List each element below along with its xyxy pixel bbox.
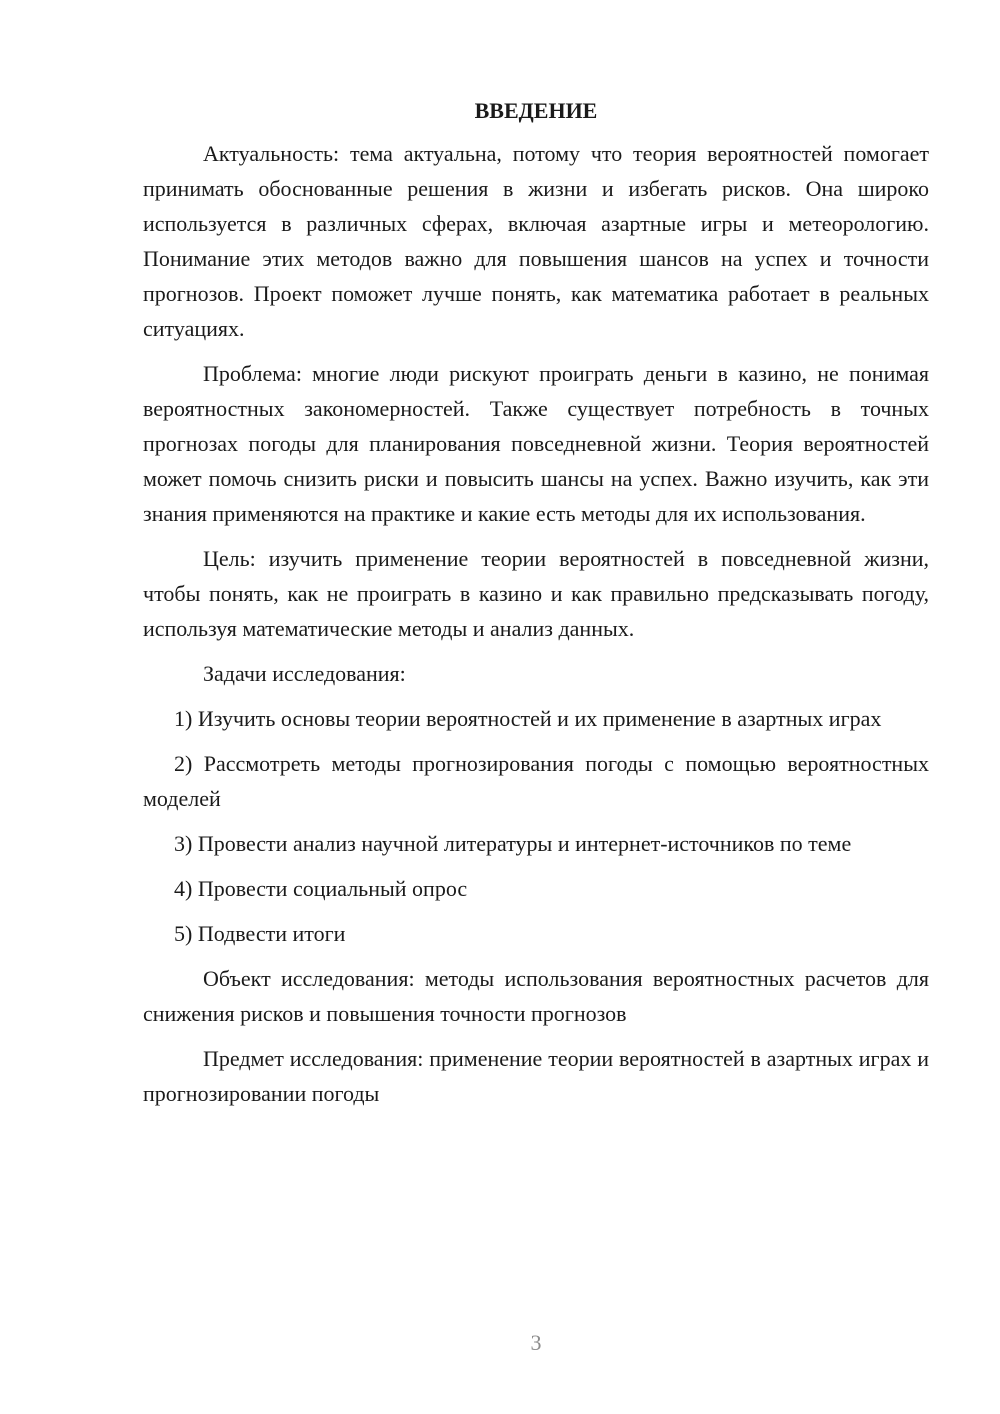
document-page (143, 92, 929, 1121)
tasks-list (143, 701, 929, 951)
subject-paragraph: Предмет исследования: применение теории вероятностей в азартных играх и прогнозировании погоды (143, 1046, 929, 1106)
list-item: 1) Изучить основы теории вероятностей и их применение в азартных играх (174, 706, 882, 731)
list-item: 2) Рассмотреть методы прогнозирования погоды с помощью вероятностных моделей (143, 751, 929, 811)
object-paragraph: Объект исследования: методы использования вероятностных расчетов для снижения рисков и повышения точности прогнозов (143, 966, 929, 1026)
problem-paragraph: Проблема: многие люди рискуют проиграть деньги в казино, не понимая вероятностных закономерностей. Также существует потребность в точных прогнозах погоды для планирования повседневной жизни. Теория вероятностей может помочь снизить риски и повысить шансы на успех. Важно изучить, как эти знания применяются на практике и какие есть методы для их использования. (143, 361, 929, 526)
relevance-paragraph: Актуальность: тема актуальна, потому что теория вероятностей помогает принимать обоснованные решения в жизни и избегать рисков. Она широко используется в различных сферах, включая азартные игры и метеорологию. Понимание этих методов важно для повышения шансов на успех и точности прогнозов. Проект поможет лучше понять, как математика работает в реальных ситуациях. (143, 141, 929, 341)
list-item: 5) Подвести итоги (174, 921, 346, 946)
goal-paragraph: Цель: изучить применение теории вероятностей в повседневной жизни, чтобы понять, как не проиграть в казино и как правильно предсказывать погоду, используя математические методы и анализ данных. (143, 546, 929, 641)
list-item: 4) Провести социальный опрос (174, 876, 468, 901)
page-number: 3 (530, 1330, 542, 1355)
list-item: 3) Провести анализ научной литературы и интернет-источников по теме (174, 831, 852, 856)
section-title: ВВЕДЕНИЕ (474, 98, 598, 123)
tasks-heading: Задачи исследования: (203, 661, 406, 686)
